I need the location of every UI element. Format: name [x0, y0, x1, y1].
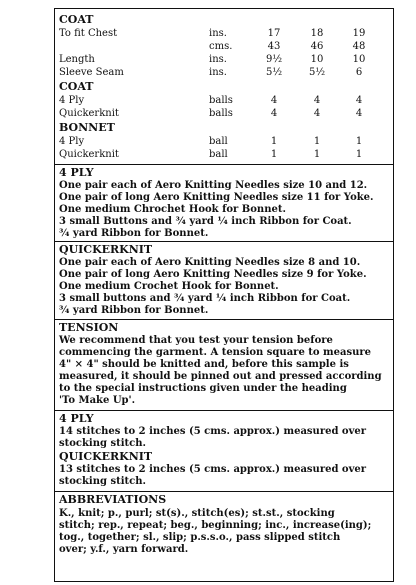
coat-4ply-3: 4 [355, 95, 363, 106]
coat-4ply-2: 4 [313, 95, 321, 106]
bonnet-qk-1: 1 [270, 149, 278, 160]
bonnet-qk-2: 1 [313, 149, 321, 160]
tension-line: to the special instructions given under the heading [59, 383, 347, 394]
length-3: 10 [352, 54, 366, 65]
coat-4ply-row [59, 95, 389, 107]
quickerknit-line: One medium Crochet Hook for Bonnet. [59, 281, 279, 292]
sleeve-row [59, 67, 389, 79]
pattern-box [54, 8, 394, 582]
chest-row [59, 28, 389, 40]
sleeve-1: 5½ [265, 67, 283, 78]
stitch-quickerknit-line: stocking stitch. [59, 476, 146, 487]
coat-4ply-label: 4 Ply [59, 95, 85, 106]
divider [55, 164, 393, 165]
chest-ins-1: 17 [267, 28, 281, 39]
bonnet-materials-heading: BONNET [59, 121, 115, 134]
tension-line: 4" × 4" should be knitted and, before this sample is [59, 359, 349, 370]
bonnet-4ply-row [59, 136, 389, 148]
sleeve-unit: ins. [209, 67, 227, 78]
chest-cms-1: 43 [267, 41, 281, 52]
chest-unit-cms: cms. [209, 41, 233, 52]
bonnet-4ply-1: 1 [270, 136, 278, 147]
length-1: 9½ [265, 54, 283, 65]
coat-4ply-1: 4 [270, 95, 278, 106]
tension-line: We recommend that you test your tension before [59, 335, 333, 346]
tension-line: measured, it should be pinned out and pressed according [59, 371, 382, 382]
bonnet-4ply-3: 1 [355, 136, 363, 147]
coat-qk-label: Quickerknit [59, 108, 119, 119]
four-ply-line: One medium Chrochet Hook for Bonnet. [59, 204, 286, 215]
coat-quickerknit-row [59, 108, 389, 120]
bonnet-quickerknit-row [59, 149, 389, 161]
quickerknit-line: 3 small buttons and ¾ yard ¼ inch Ribbon for Coat. [59, 293, 351, 304]
bonnet-4ply-unit: ball [209, 136, 228, 147]
coat-qk-1: 4 [270, 108, 278, 119]
four-ply-line: One pair each of Aero Knitting Needles size 10 and 12. [59, 180, 368, 191]
chest-ins-3: 19 [352, 28, 366, 39]
bonnet-qk-3: 1 [355, 149, 363, 160]
coat-materials-heading: COAT [59, 80, 94, 93]
stitch-4ply-heading: 4 PLY [59, 412, 94, 425]
sleeve-3: 6 [355, 67, 363, 78]
abbreviations-heading: ABBREVIATIONS [59, 493, 167, 506]
tension-line: commencing the garment. A tension square to measure [59, 347, 372, 358]
coat-size-heading: COAT [59, 13, 94, 26]
chest-cms-2: 46 [310, 41, 324, 52]
abbreviations-line: stitch; rep., repeat; beg., beginning; inc., increase(ing); [59, 520, 372, 531]
chest-cms-row [59, 41, 389, 53]
abbreviations-line: K., knit; p., purl; st(s)., stitch(es); st.st., stocking [59, 508, 335, 519]
quickerknit-line: ¾ yard Ribbon for Bonnet. [59, 305, 209, 316]
quickerknit-line: One pair each of Aero Knitting Needles size 8 and 10. [59, 257, 361, 268]
four-ply-line: ¾ yard Ribbon for Bonnet. [59, 228, 209, 239]
coat-qk-3: 4 [355, 108, 363, 119]
quickerknit-heading: QUICKERKNIT [59, 243, 153, 256]
four-ply-line: 3 small Buttons and ¾ yard ¼ inch Ribbon for Coat. [59, 216, 352, 227]
tension-line: 'To Make Up'. [59, 395, 136, 406]
tension-heading: TENSION [59, 321, 119, 334]
stitch-quickerknit-heading: QUICKERKNIT [59, 450, 153, 463]
bonnet-qk-unit: ball [209, 149, 228, 160]
length-label: Length [59, 54, 95, 65]
bonnet-4ply-label: 4 Ply [59, 136, 85, 147]
coat-qk-unit: balls [209, 108, 233, 119]
divider [55, 241, 393, 242]
chest-unit-ins: ins. [209, 28, 227, 39]
divider [55, 410, 393, 411]
coat-qk-2: 4 [313, 108, 321, 119]
bonnet-4ply-2: 1 [313, 136, 321, 147]
divider [55, 491, 393, 492]
length-2: 10 [310, 54, 324, 65]
sleeve-2: 5½ [308, 67, 326, 78]
stitch-4ply-line: stocking stitch. [59, 438, 146, 449]
four-ply-heading: 4 PLY [59, 166, 94, 179]
sleeve-label: Sleeve Seam [59, 67, 124, 78]
four-ply-line: One pair of long Aero Knitting Needles size 11 for Yoke. [59, 192, 374, 203]
coat-4ply-unit: balls [209, 95, 233, 106]
chest-cms-3: 48 [352, 41, 366, 52]
quickerknit-line: One pair of long Aero Knitting Needles size 9 for Yoke. [59, 269, 367, 280]
stitch-quickerknit-line: 13 stitches to 2 inches (5 cms. approx.) measured over [59, 464, 367, 475]
chest-label: To fit Chest [59, 28, 118, 39]
bonnet-qk-label: Quickerknit [59, 149, 119, 160]
length-row [59, 54, 389, 66]
chest-ins-2: 18 [310, 28, 324, 39]
stitch-4ply-line: 14 stitches to 2 inches (5 cms. approx.) measured over [59, 426, 367, 437]
abbreviations-line: tog., together; sl., slip; p.s.s.o., pass slipped stitch [59, 532, 341, 543]
length-unit: ins. [209, 54, 227, 65]
divider [55, 319, 393, 320]
abbreviations-line: over; y.f., yarn forward. [59, 544, 189, 555]
